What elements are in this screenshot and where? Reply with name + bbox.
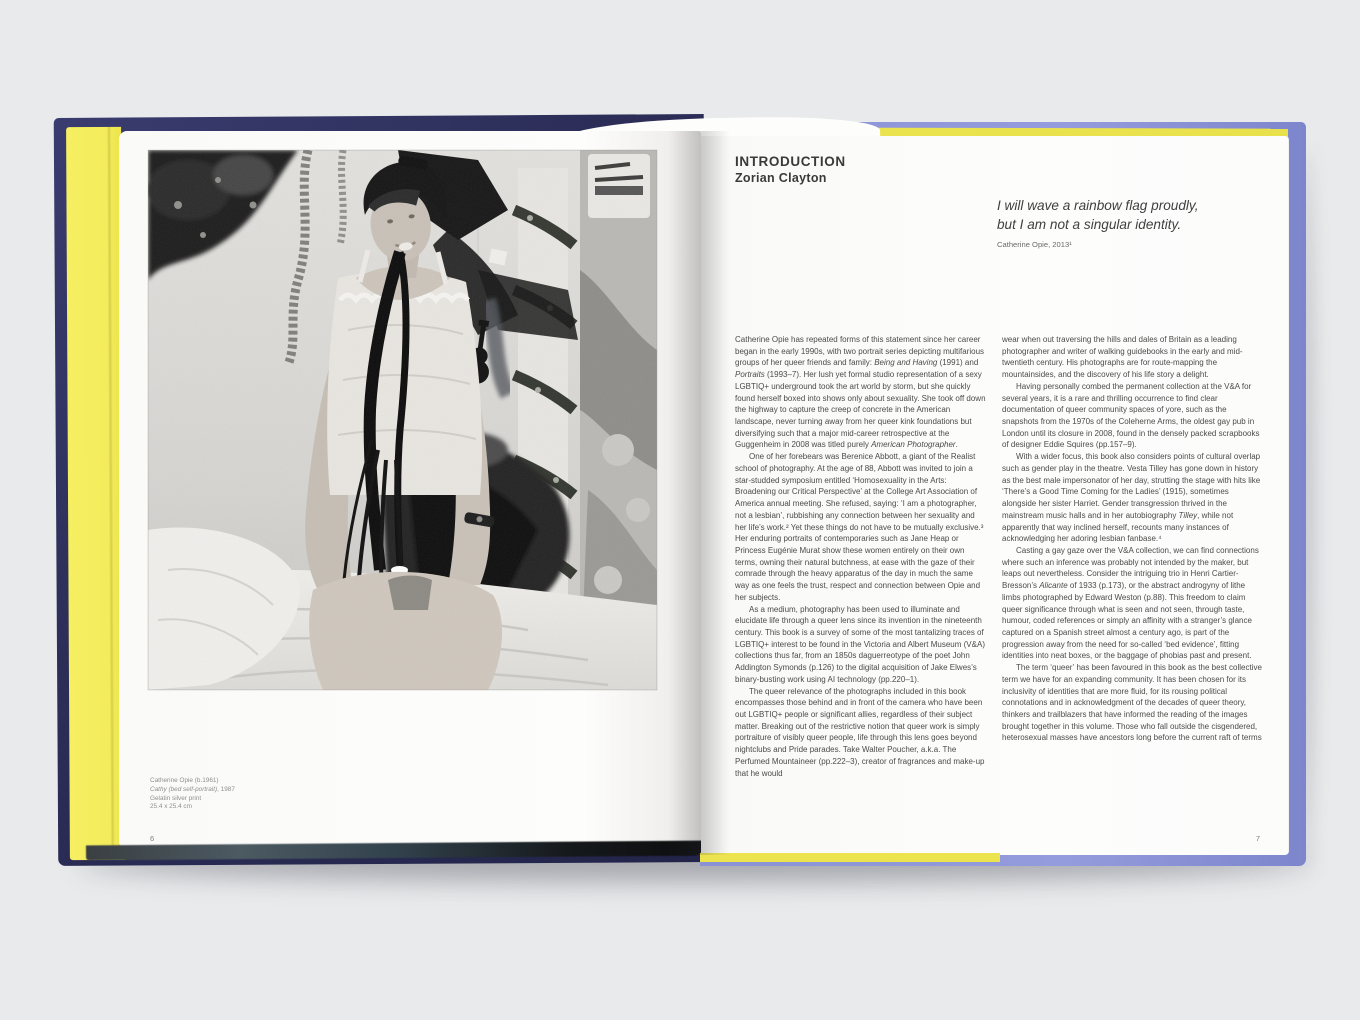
caption-dimensions: 25.4 x 25.4 cm — [150, 803, 192, 811]
artwork-photograph — [148, 150, 657, 690]
page-number-left: 6 — [150, 834, 155, 843]
photograph-illustration — [148, 150, 657, 690]
paragraph: The queer relevance of the photographs included in this book encompasses those behind and in front of the camera who have been out LGBTIQ+ people or significant allies, regardless of their subject matter. Breaking out of the restrictive notion that queer work is simply portraiture of visibly queer people, life through this lens goes beyond nightclubs and Pride parades. Take Walter Poucher, a.k.a. The Perfumed Mountaineer (pp.222–3), creator of fragrances and make-up that he would — [735, 686, 985, 778]
caption-artist: Catherine Opie (b.1961) — [150, 777, 219, 784]
paragraph: One of her forebears was Berenice Abbott, a giant of the Realist school of photography. At the age of 88, Abbott was invited to join a star-studded symposium entitled ‘Homosexuality in the Arts: Broadening our Critical Perspective’ at the College Art Association of America annual meeting. She refused, saying: ‘I am a photographer, not a lesbian’, rubbishing any connection between her sexuality and her life’s work.² Yet these things do not have to be mutually exclusive.³ Her enduring portraits of contemporaries such as Jane Heap or Princess Eugénie Murat show these women entirely on their own terms, owning their natural butchness, at ease with the gaze of their comrade through the heavy apparatus of the day in much the same way as one feels the trust, respect and connection between Opie and her subjects. — [735, 452, 984, 602]
gutter-shadow — [668, 131, 730, 855]
caption-medium: Gelatin silver print — [150, 794, 202, 802]
page-number-right: 7 — [1255, 834, 1260, 843]
paragraph: The term ‘queer’ has been favoured in this book as the best collective term we have for an expanding community. It has been chosen for its inclusivity of identities that are more fluid, for its rousing political connotations and in acknowledgment of the decades of queer theory, thinkers and trailblazers that have informed the reading of the images brought together in this volume. Those who fall outside the cisgendered, heterosexual masses have ancestors long before the current raft of terms — [1002, 663, 1262, 743]
paragraph: As a medium, photography has been used to illuminate and elucidate life through a queer lens since its invention in the nineteenth century. This book is a survey of some of the most tantalizing traces of LGBTIQ+ interest to be found in the Victoria and Albert Museum (V&A) collections thus far, from an 1850s daguerreotype of the poet John Addington Symonds (p.126) to the digital acquisition of Jake Elwes’s binary-busting work using AI technology (pp.220–1). — [735, 604, 985, 684]
epigraph-quote — [997, 196, 1257, 234]
paragraph: Catherine Opie has repeated forms of this statement since her career began in the early 1990s, with two portrait series depicting multifarious groups of her queer friends and family: Being and Having (1991) and Portraits (1993–7). Her lush yet formal studio representation of a sexy LGBTIQ+ underground took the art world by storm, but she quickly found herself boxed into shows only about sexuality. She took off down the highway to capture the creep of concrete in the American landscape, never turning away from her queer kink foundations but diversifying such that a major mid-career retrospective at the Guggenheim in 2008 was titled purely American Photographer. — [735, 335, 986, 450]
caption-work-title: Cathy (bed self-portrait), 1987 — [150, 785, 235, 793]
paragraph: wear when out traversing the hills and dales of Britain as a leading photographer and writer of walking guidebooks in the early and mid-twentieth century. His photographs are for route-mapping the mountainsides, and the discovery of his life story a delight. — [1002, 335, 1243, 380]
endpaper-yellow-bottom-strip — [700, 853, 1000, 862]
paragraph: With a wider focus, this book also considers points of cultural overlap such as gender play in the theatre. Vesta Tilley has gone down in history as the best male impersonator of her day, strutting the stage with hits like ‘There’s a Good Time Coming for the Ladies’ (1915), sometimes alongside her sister Harriet. Gender transgression thrived in the mainstream music halls and in her autobiography Tilley, while not apparently that way inclined herself, recounts many instances of acknowledging her adoring lesbian fanbase.⁴ — [1002, 452, 1261, 544]
endpaper-yellow-edge — [66, 127, 125, 860]
chapter-header — [735, 153, 995, 186]
body-column-right — [1002, 334, 1262, 744]
quote-line-1: I will wave a rainbow flag proudly, — [997, 198, 1199, 213]
paragraph: Having personally combed the permanent collection at the V&A for several years, it is a rare and thrilling occurrence to find clear documentation of queer community spaces of yore, such as the snapshots from the 1970s of the Coleherne Arms, the oldest gay pub in London until its closure in 2008, found in the densely packed scrapbooks of designer Eddie Squires (pp.157–9). — [1002, 381, 1260, 450]
chapter-author: Zorian Clayton — [735, 171, 827, 185]
body-column-left — [735, 334, 987, 779]
quote-line-2: but I am not a singular identity. — [997, 217, 1182, 232]
chapter-title: INTRODUCTION — [735, 154, 846, 169]
photo-caption — [150, 777, 360, 812]
paragraph: Casting a gay gaze over the V&A collection, we can find connections where such an inference was probably not intended by the maker, but leaps out nevertheless. Consider the intriguing trio in Henri Cartier-Bresson’s Alicante of 1933 (p.173), or the abstract androgyny of lithe limbs photographed by Edward Weston (p.88). This freedom to claim queer significance through what is seen and not seen, through taste, humour, coded references or simply an affinity with a stranger’s glance captured on a Spanish street almost a century ago, is part of the progression away from the need for so-called ‘bed evidence’, fitting identities into neat boxes, or the baggage of phobias past and present. — [1002, 545, 1259, 661]
quote-attribution: Catherine Opie, 2013¹ — [997, 240, 1072, 249]
